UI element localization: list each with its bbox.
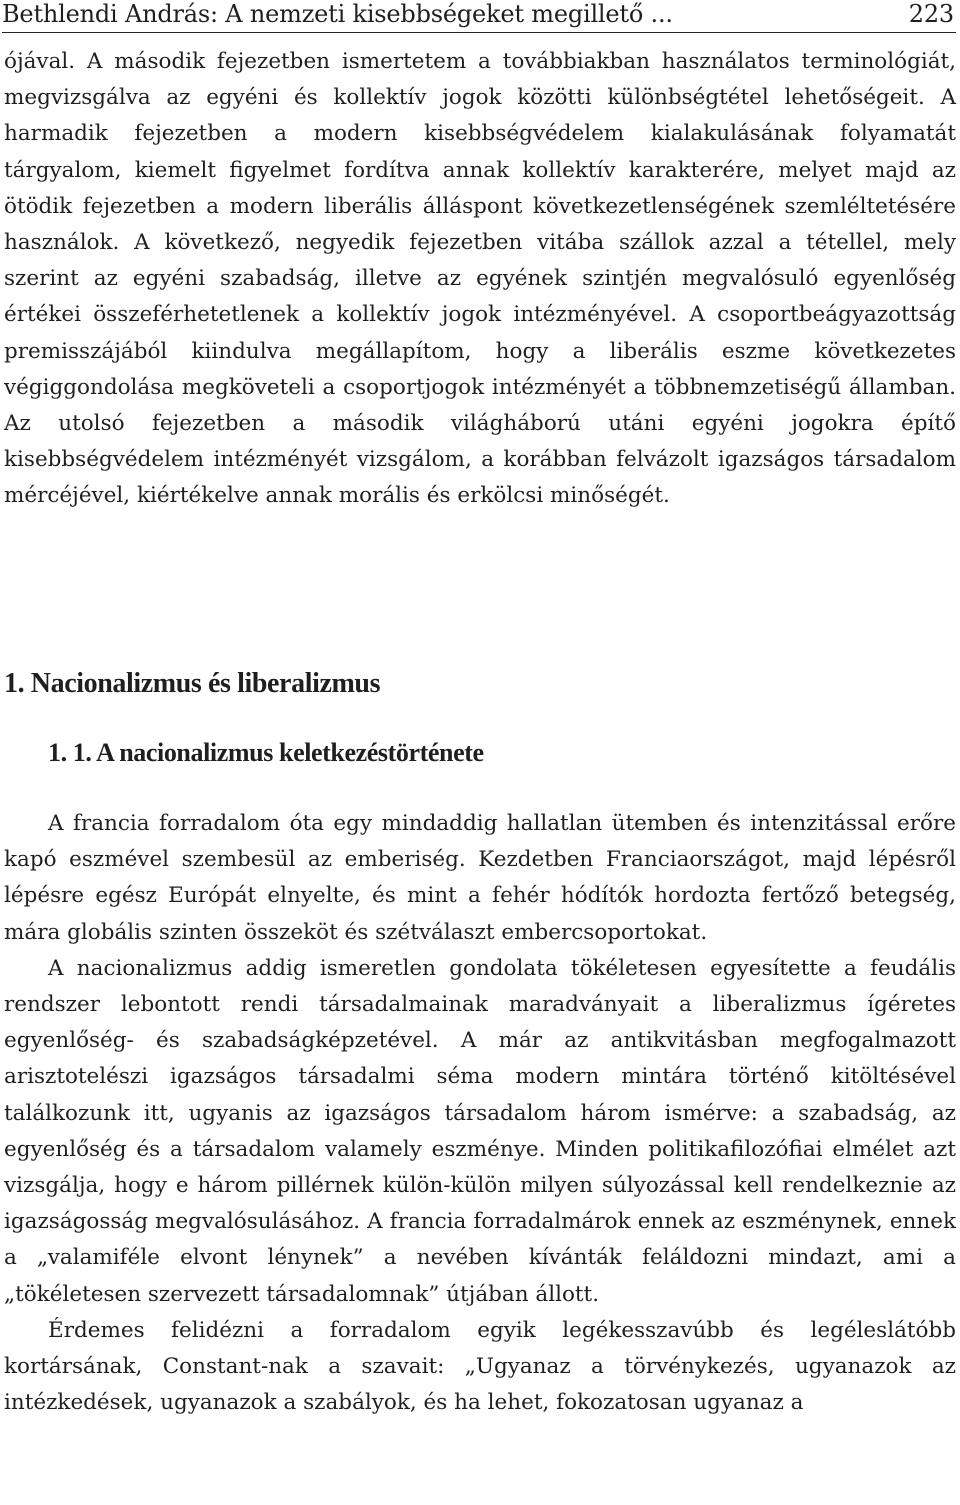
body-paragraph: A francia forradalom óta egy mindaddig hallatlan ütemben és intenzitással erőre kapó eszmével szembesül az emberiség. Kezdetben Franciaországot, majd lépésről lépésre egész Európát elnyelte, és mint a fehér hódítók hordozta fertőző betegség, mára globális szinten összeköt és szétválaszt embercsoportokat. (4, 811, 956, 945)
running-title: Bethlendi András: A nemzeti kisebbségeket megillető ... (2, 0, 673, 28)
body-paragraph: Érdemes felidézni a forradalom egyik legékesszavúbb és legéleslátóbb kortársának, Constant-nak a szavait: „Ugyanaz a törvénykezés, ugyanazok az intézkedések, ugyanazok a szabályok, és ha lehet, fokozatosan ugyanaz a (4, 1317, 956, 1416)
running-header (2, 0, 956, 33)
section-heading: 1. Nacionalizmus és liberalizmus (4, 668, 381, 699)
page-number: 223 (908, 0, 954, 28)
body-paragraph: A nacionalizmus addig ismeretlen gondolata tökéletesen egyesítette a feudális rendszer lebontott rendi társadalmainak maradványait a liberalizmus ígéretes egyenlőség- és szabadságképzetével. A már az antikvitásban megfogalmazott arisztotelészi igazságos társadalmi séma modern mintára történő kitöltésével találkozunk itt, ugyanis az igazságos társadalom három ismérve: a szabadság, az egyenlőség és a társadalom valamely eszménye. Minden politikafilozófiai elmélet azt vizsgálja, hogy e három pillérnek külön-külön milyen súlyozással kell rendelkeznie az igazságosság megvalósulásához. A francia forradalmárok ennek az eszménynek, ennek a „valamiféle elvont lénynek” a nevében kívánták feláldozni mindazt, ami a „tökéletesen szervezett társadalomnak” útjában állott. (4, 955, 956, 1307)
intro-paragraph: ójával. A második fejezetben ismertetem a továbbiakban használatos terminológiát, megvizsgálva az egyéni és kollektív jogok közötti különbségtétel lehetőségeit. A harmadik fejezetben a modern kisebbségvédelem kialakulásának folyamatát tárgyalom, kiemelt figyelmet fordítva annak kollektív karakterére, melyet majd az ötödik fejezetben a modern liberális álláspont következetlenségének szemléltetésére használok. A következő, negyedik fejezetben vitába szállok azzal a tétellel, mely szerint az egyéni szabadság, illetve az egyének szintjén megvalósuló egyenlőség értékei összeférhetetlenek a kollektív jogok intézményével. A csoportbeágyazottság premisszájából kiindulva megállapítom, hogy a liberális eszme következetes végiggondolása megköveteli a csoportjogok intézményét a többnemzetiségű államban. Az utolsó fejezetben a második világháború utáni egyéni jogokra építő kisebbségvédelem intézményét vizsgálom, a korábban felvázolt igazságos társadalom mércéjével, kiértékelve annak morális és erkölcsi minőségét. (4, 49, 956, 509)
intro-text (4, 44, 956, 515)
subsection-heading: 1. 1. A nacionalizmus keletkezéstörténete (48, 738, 484, 767)
main-text (4, 806, 956, 1421)
